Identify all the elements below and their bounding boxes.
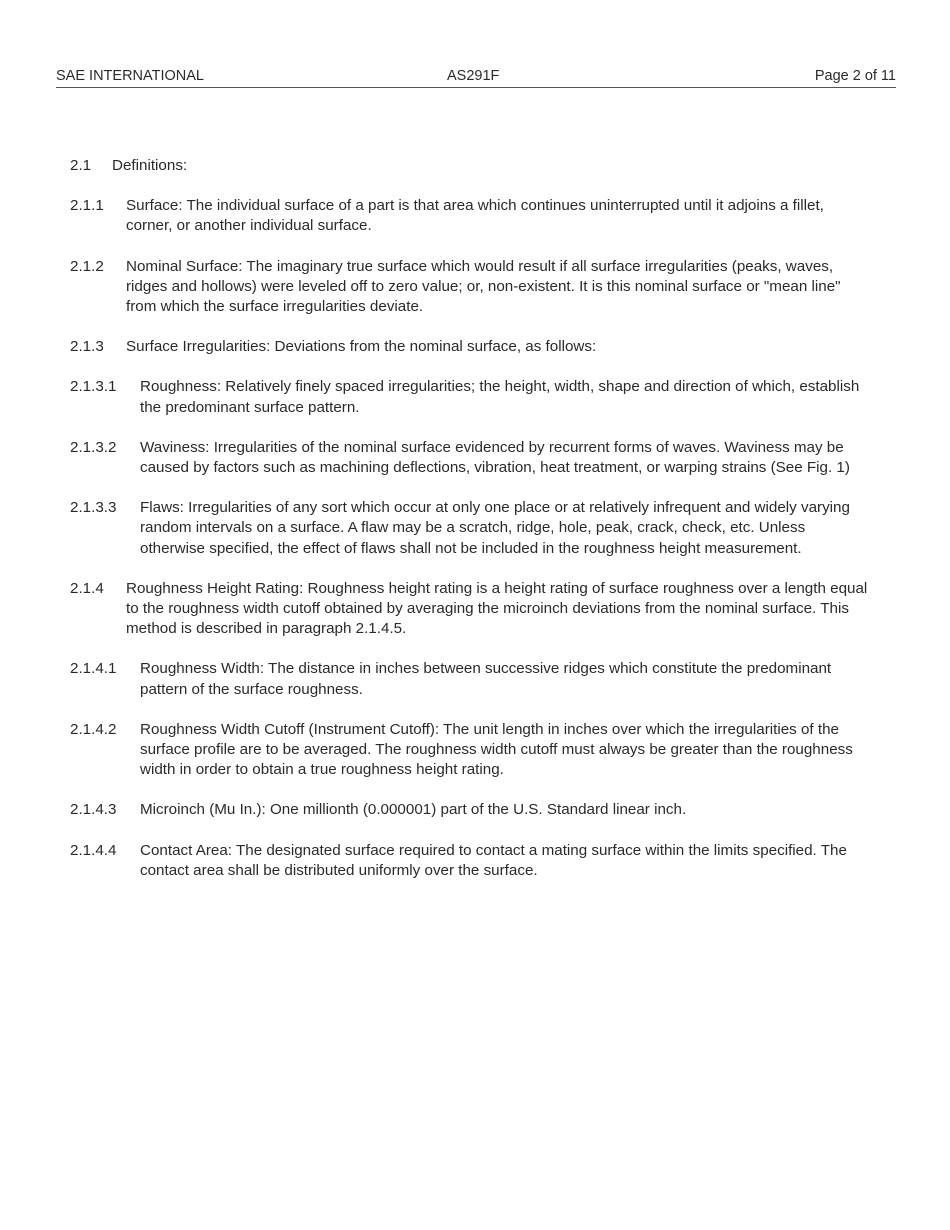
section-2-1-4-3: [70, 800, 870, 820]
document-body: [70, 156, 870, 901]
section-text: Definitions:: [112, 157, 188, 174]
section-text: Nominal Surface: The imaginary true surface which would result if all surface irregularities (peaks, waves, ridges and hollows) were leveled off to zero value; or, non-existent. It is this nominal surface or "mean line" from which the surface irregularities deviate.: [126, 257, 841, 316]
section-text: Surface Irregularities: Deviations from the nominal surface, as follows:: [126, 338, 597, 356]
section-text: Surface: The individual surface of a part is that area which continues uninterrupted until it adjoins a fillet, corner, or another individual surface.: [126, 197, 824, 235]
section-text: Roughness Width Cutoff (Instrument Cutoff): The unit length in inches over which the irregularities of the surface profile are to be averaged. The roughness width cutoff must always be greater than the roughness width in order to obtain a true roughness height rating.: [140, 720, 853, 779]
section-text: Flaws: Irregularities of any sort which occur at only one place or at relatively infrequent and widely varying random intervals on a surface. A flaw may be a scratch, ridge, hole, peak, crack, check, etc. Unless otherwise specified, the effect of flaws shall not be included in the roughness height measurement.: [140, 499, 850, 557]
section-2-1: [70, 156, 870, 176]
header-document-id: AS291F: [447, 68, 500, 84]
section-2-1-4-2: [70, 720, 870, 781]
section-2-1-3-2: [70, 438, 870, 478]
section-2-1-3: [70, 337, 870, 357]
section-2-1-4-1: [70, 659, 870, 699]
section-2-1-3-1: [70, 377, 870, 417]
section-number: 2.1.3.2: [70, 438, 117, 456]
section-number: 2.1: [70, 157, 92, 174]
section-number: 2.1.3.3: [70, 499, 117, 517]
section-text: Roughness Height Rating: Roughness height rating is a height rating of surface roughness over a length equal to the roughness width cutoff obtained by averaging the microinch deviations from the nominal surface. This method is described in paragraph 2.1.4.5.: [126, 579, 868, 638]
section-number: 2.1.3.1: [70, 378, 117, 396]
section-2-1-4-4: [70, 841, 870, 881]
section-number: 2.1.4.4: [70, 841, 117, 859]
section-text: Waviness: Irregularities of the nominal surface evidenced by recurrent forms of waves. Waviness may be caused by factors such as machining deflections, vibration, heat treatment, or warping strains (See Fig. 1): [140, 438, 850, 477]
section-2-1-1: [70, 196, 870, 236]
section-text: Roughness Width: The distance in inches between successive ridges which constitute the predominant pattern of the surface roughness.: [140, 660, 832, 698]
section-number: 2.1.1: [70, 197, 104, 215]
section-number: 2.1.3: [70, 338, 104, 356]
section-number: 2.1.4: [70, 579, 104, 597]
section-number: 2.1.4.3: [70, 801, 117, 819]
section-number: 2.1.4.2: [70, 720, 117, 738]
section-text: Microinch (Mu In.): One millionth (0.000001) part of the U.S. Standard linear inch.: [140, 801, 687, 819]
section-number: 2.1.4.1: [70, 660, 117, 678]
section-text: Roughness: Relatively finely spaced irregularities; the height, width, shape and direction of which, establish the predominant surface pattern.: [140, 378, 860, 416]
section-text: Contact Area: The designated surface required to contact a mating surface within the limits specified. The contact area shall be distributed uniformly over the surface.: [140, 841, 847, 879]
section-number: 2.1.2: [70, 257, 104, 275]
page-header: [56, 67, 896, 88]
section-2-1-2: [70, 257, 870, 318]
section-2-1-3-3: [70, 498, 870, 559]
header-page-number: Page 2 of 11: [814, 68, 896, 84]
header-organization: SAE INTERNATIONAL: [56, 68, 204, 84]
section-2-1-4: [70, 579, 870, 640]
